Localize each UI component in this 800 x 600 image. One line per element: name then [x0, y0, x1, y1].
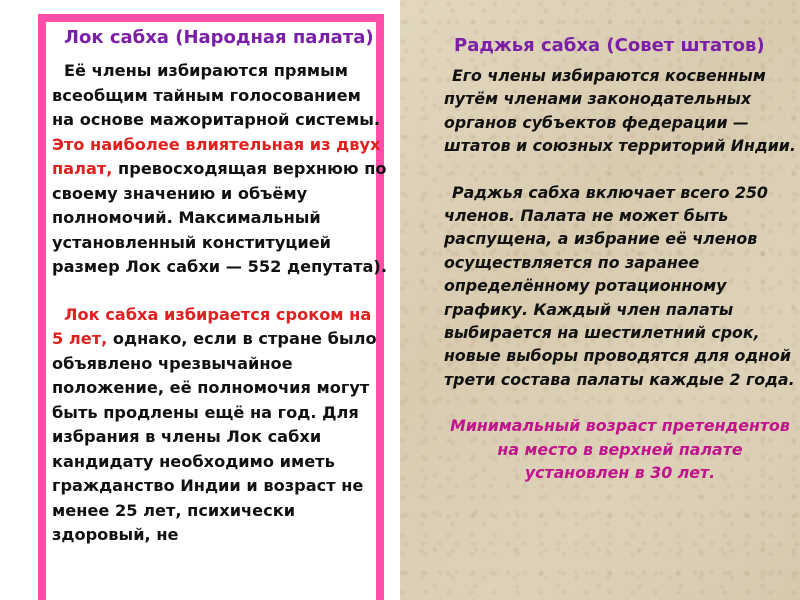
lok-sabha-paragraph-2	[52, 303, 388, 548]
lok-sabha-para1-highlight: Это наиболее влиятельная из двух палат,	[52, 134, 381, 178]
rajya-sabha-min-age: Минимальный возраст претендентов на место в верхней палате установлен в 30 лет.	[450, 416, 790, 483]
rajya-sabha-paragraph-2	[444, 181, 796, 392]
rajya-sabha-paragraph-1	[444, 64, 796, 158]
rajya-sabha-text	[444, 34, 796, 485]
lok-sabha-para2-end: однако, если в стране было объявлено чрезвычайное положение, её полномочия могут быть продлены ещё на год. Для избрания в члены Лок сабхи кандидату необходимо иметь гражданство Индии и возраст не менее 25 лет, психически здоровый, не	[52, 329, 377, 544]
lok-sabha-title	[52, 26, 388, 50]
lok-sabha-text	[52, 26, 388, 548]
lok-sabha-title-prefix: Лок	[64, 27, 104, 48]
lok-sabha-para1-start: Её члены избираются прямым всеобщим тайным голосованием на основе мажоритарной системы.	[52, 61, 381, 129]
lok-sabha-para2-highlight: Лок сабха избирается сроком на 5 лет,	[52, 304, 372, 348]
rajya-sabha-title: Раджья сабха (Совет штатов)	[454, 35, 765, 56]
rajya-sabha-para1: Его члены избираются косвенным путём членами законодательных органов субъектов федерации — штатов и союзных территорий Индии.	[444, 66, 796, 156]
lok-sabha-para1-end: превосходящая верхнюю по своему значению и объёму полномочий. Максимальный установленный конституцией размер Лок сабхи — 552 депутата).	[52, 159, 387, 276]
rajya-sabha-para2: Раджья сабха включает всего 250 членов. Палата не может быть распущена, а избрание её членов осуществляется по заранее определённому ротационному графику. Каждый член палаты выбирается на шестилетний срок, новые выборы проводятся для одной трети состава палаты каждые 2 года.	[444, 182, 795, 389]
lok-sabha-paragraph-1	[52, 59, 388, 280]
lok-sabha-title-rest: сабха (Народная палата)	[103, 27, 374, 48]
